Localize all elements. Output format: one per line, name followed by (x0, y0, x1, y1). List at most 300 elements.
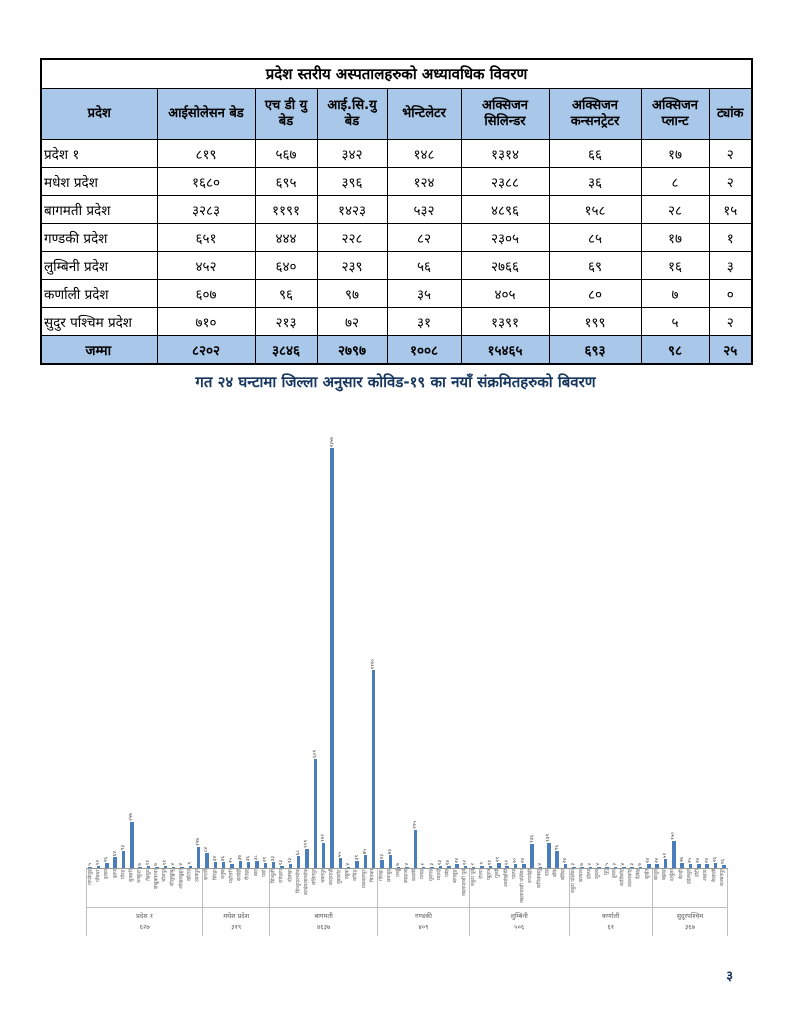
bar-group-4 (470, 428, 570, 868)
axis-group-3 (378, 869, 470, 936)
value-cell: २ (709, 308, 752, 336)
value-cell: २२८ (317, 224, 387, 252)
bar-column (686, 428, 694, 868)
district-label: सल्यान (578, 869, 585, 882)
bar (414, 830, 418, 868)
district-label: रसुवा (344, 869, 351, 879)
bar-group-6 (653, 428, 728, 868)
bar (255, 861, 259, 868)
district-label: बझाङ (661, 869, 668, 881)
value-cell: ६६ (549, 140, 641, 168)
bar (264, 863, 268, 868)
bar-value-label: २५७ (128, 813, 135, 821)
axis-group-4 (470, 869, 570, 936)
value-cell: ५६७ (255, 140, 317, 168)
district-label: संखुवासभा (153, 869, 160, 889)
district-label: मुस्ताङ (428, 869, 435, 882)
bar-value-label: ११ (486, 859, 493, 865)
bar-column (94, 428, 102, 868)
bar (372, 670, 376, 868)
bar-column (636, 428, 644, 868)
bar-value-label: २० (511, 857, 518, 863)
bar-column (561, 428, 569, 868)
district-label: ललितपुर (311, 869, 318, 885)
bar-value-label: १३९ (545, 834, 552, 842)
bar-column (119, 428, 127, 868)
bar (505, 866, 509, 868)
value-cell: ६०७ (157, 280, 255, 308)
bar-value-label: ४ (403, 863, 410, 866)
bar (230, 864, 234, 868)
bar (622, 867, 626, 868)
bar-value-label: ३६ (245, 855, 252, 861)
bar-column (178, 428, 186, 868)
bar-value-label: २७ (678, 856, 685, 862)
bar-column (253, 428, 261, 868)
district-label: अर्घाखाँची (503, 869, 510, 887)
bar-column (436, 428, 444, 868)
value-cell: ५३२ (387, 196, 461, 224)
district-label: ताप्लेजुङ (87, 869, 94, 886)
value-cell: ५६ (387, 252, 461, 280)
district-label: अछाम (702, 869, 709, 881)
bar-column (536, 428, 544, 868)
bar-column (628, 428, 636, 868)
bar-column (486, 428, 494, 868)
province-total-label: ३१९ (231, 923, 242, 931)
bar (630, 867, 634, 868)
value-cell: ४०५ (461, 280, 549, 308)
bar-group-3 (378, 428, 470, 868)
bar (664, 859, 668, 868)
value-cell: ४८९६ (461, 196, 549, 224)
bar (680, 863, 684, 868)
bar (439, 866, 443, 868)
district-label: मकवानपुर (361, 869, 368, 888)
value-cell: १६ (641, 252, 709, 280)
bar-column (353, 428, 361, 868)
value-cell: २७९७ (317, 336, 387, 365)
bar (714, 863, 718, 868)
bar (380, 860, 384, 868)
district-label: जाजरकोट (627, 869, 634, 888)
district-label: मुगु (603, 869, 610, 875)
axis-group-6 (653, 869, 728, 936)
district-labels (270, 869, 377, 907)
district-label: दार्चुला (669, 869, 676, 881)
bar-column (395, 428, 403, 868)
value-cell: २१३ (255, 308, 317, 336)
district-label: कैलाली (711, 869, 718, 883)
bar-column (528, 428, 536, 868)
value-cell: ८५ (549, 224, 641, 252)
table-row (41, 308, 752, 336)
district-label: खोटाङ (186, 869, 193, 882)
value-cell: ७१० (157, 308, 255, 336)
district-label: सर्लाही (236, 869, 243, 882)
value-cell: ८० (549, 280, 641, 308)
bar (564, 864, 568, 868)
province-total-label: ५०६ (514, 923, 525, 931)
district-label: पर्सा (261, 869, 268, 877)
district-label: झापा (112, 869, 119, 879)
value-cell: ८१९ (157, 140, 255, 168)
value-cell: ३६ (549, 168, 641, 196)
bar-column (186, 428, 194, 868)
chart-plot-area (86, 428, 728, 868)
district-labels (87, 869, 202, 907)
district-label: बाजुरा (653, 869, 660, 881)
district-labels (203, 869, 269, 907)
bar-column (711, 428, 719, 868)
bar-value-label: ३४ (211, 855, 218, 861)
bar (314, 759, 318, 868)
district-label: काठमाडौं (328, 869, 335, 886)
bar (547, 843, 551, 868)
district-label: दैलेख (636, 869, 643, 880)
district-label: बारा (253, 869, 260, 877)
bar-column (161, 428, 169, 868)
bar-column (144, 428, 152, 868)
bar-value-label: १११० (370, 658, 377, 669)
bar-value-label: २६ (103, 856, 110, 862)
bar (472, 867, 476, 868)
province-axis-label: प्रदेश १ (87, 907, 202, 922)
district-labels (570, 869, 652, 907)
value-cell: ३ (709, 252, 752, 280)
bar-value-label: ६४ (111, 850, 118, 856)
bar-column (428, 428, 436, 868)
district-label: काभ्रेपलान्चोक (303, 869, 310, 896)
bar-value-label: १४२ (320, 834, 327, 842)
bar-column (586, 428, 594, 868)
value-cell: ९८ (641, 336, 709, 365)
province-total-label: ४६३७ (316, 923, 331, 931)
bar-value-label: ९ (478, 862, 485, 865)
column-header-4: भेन्टिलेटर (387, 89, 461, 140)
value-cell: १५४६५ (461, 336, 549, 365)
province-axis-label: सुदूरपश्चिम (653, 907, 727, 922)
bar (113, 857, 117, 868)
bar-value-label: ४ (178, 863, 185, 866)
district-label: दाङ (544, 869, 551, 877)
bar-column (678, 428, 686, 868)
axis-group-0 (86, 869, 203, 936)
value-cell: १४८ (387, 140, 461, 168)
value-cell: १५८ (549, 196, 641, 224)
bar (172, 867, 176, 868)
value-cell: ६९५ (255, 168, 317, 196)
value-cell: १ (709, 224, 752, 252)
bar-column (611, 428, 619, 868)
district-label: स्याङजा (403, 869, 410, 884)
bar-value-label: ११ (161, 859, 168, 865)
bar-column (303, 428, 311, 868)
bar-value-label: ९ (186, 862, 193, 865)
province-name-cell: मधेश प्रदेश (41, 168, 157, 196)
bar-value-label: ७ (637, 863, 644, 866)
bar-column (336, 428, 344, 868)
province-axis-label: बागमती (270, 907, 377, 922)
bar-value-label: १२ (461, 859, 468, 865)
axis-group-5 (570, 869, 653, 936)
value-cell: ९६ (255, 280, 317, 308)
value-cell: १४२३ (317, 196, 387, 224)
value-cell: १००८ (387, 336, 461, 365)
bar-value-label: ७५ (361, 848, 368, 854)
district-label: रुपन्देही (528, 869, 534, 883)
district-label: हुम्ला (611, 869, 618, 878)
bar-value-label: २ (586, 863, 593, 866)
value-cell: ४४४ (255, 224, 317, 252)
value-cell: ६४० (255, 252, 317, 280)
bar (205, 853, 209, 868)
district-label: मनाङ (419, 869, 426, 880)
column-header-5: अक्सिजन सिलिन्डर (461, 89, 549, 140)
table-row (41, 280, 752, 308)
province-axis-label: कर्णाली (570, 907, 652, 922)
bar (655, 864, 659, 868)
bar-value-label: २१५ (411, 821, 418, 829)
province-total-label: ६१ (607, 923, 615, 931)
bar-value-label: १३ (436, 859, 443, 865)
district-label: सुर्खेत (644, 869, 651, 880)
bar-column (578, 428, 586, 868)
value-cell: ० (709, 280, 752, 308)
bar (455, 864, 459, 868)
bar-column (445, 428, 453, 868)
bar-value-label: १२ (503, 859, 510, 865)
province-name-cell: गण्डकी प्रदेश (41, 224, 157, 252)
bar-value-label: २४ (453, 857, 460, 863)
district-label: जुम्ला (594, 869, 601, 880)
value-cell: ८२ (387, 224, 461, 252)
page-number: ३ (726, 969, 733, 984)
bar-value-label: २९ (261, 856, 268, 862)
value-cell: ३२८३ (157, 196, 255, 224)
bar-value-label: ९३ (120, 844, 127, 850)
bar (705, 864, 709, 868)
table-header-row (41, 89, 752, 140)
bar (489, 866, 493, 868)
bar-column (236, 428, 244, 868)
district-label: गोरखा (378, 869, 385, 881)
bar-group-1 (203, 428, 270, 868)
bar-column (361, 428, 369, 868)
bar-column (128, 428, 136, 868)
bar (589, 867, 593, 868)
covid-district-bar-chart (86, 428, 728, 936)
value-cell: १६८० (157, 168, 255, 196)
value-cell: ४५२ (157, 252, 255, 280)
district-label: इलाम (104, 869, 111, 880)
bar-column (553, 428, 561, 868)
value-cell: २७६६ (461, 252, 549, 280)
bar (397, 867, 401, 868)
value-cell: १९९ (549, 308, 641, 336)
district-label: म्याग्दी (436, 869, 443, 881)
value-cell: ७२ (317, 308, 387, 336)
bar (697, 864, 701, 868)
bar (364, 855, 368, 868)
bar-column (103, 428, 111, 868)
district-label: धनकुटा (137, 869, 144, 883)
bar-value-label: १५० (670, 832, 677, 840)
bar (289, 864, 293, 868)
bar-value-label: २९ (495, 856, 502, 862)
district-label: उदयपुर (194, 869, 201, 883)
bar-column (453, 428, 461, 868)
bar (355, 861, 359, 868)
district-label: प्युठान (486, 869, 493, 881)
district-label: तेह्रथुम (145, 869, 152, 881)
district-labels (378, 869, 469, 907)
bar-value-label: ११७ (195, 838, 202, 846)
bar-value-label: ५१ (661, 852, 668, 858)
province-name-cell: लुम्बिनी प्रदेश (41, 252, 157, 280)
bar-value-label: ३६ (220, 855, 227, 861)
bar-column (203, 428, 211, 868)
bar (689, 864, 693, 868)
bar (639, 867, 643, 868)
bar (614, 867, 618, 868)
district-label: नवलपरासी पूर्व (461, 869, 468, 897)
bar-value-label: २६ (712, 856, 719, 862)
bar-value-label: २५ (687, 857, 694, 863)
district-label: पाल्पा (511, 869, 518, 880)
bar (522, 864, 526, 868)
district-label: सिन्धुपाल्चोक (295, 869, 302, 894)
value-cell: १७ (641, 140, 709, 168)
bar-value-label: १३ (278, 859, 285, 865)
bar (214, 862, 218, 868)
bar-group-2 (269, 428, 377, 868)
bar-column (111, 428, 119, 868)
bar (480, 866, 484, 868)
column-header-7: अक्सिजन प्लान्ट (641, 89, 709, 140)
table-row (41, 252, 752, 280)
district-label: सोलुखुम्बु (169, 869, 176, 886)
bar (189, 866, 193, 868)
table-row (41, 196, 752, 224)
value-cell: २५ (709, 336, 752, 365)
bar (280, 866, 284, 868)
bar (97, 866, 101, 868)
table-row (41, 224, 752, 252)
province-axis-label: गण्डकी (378, 907, 469, 922)
bar-column (520, 428, 528, 868)
bar (297, 856, 301, 868)
province-name-cell: प्रदेश १ (41, 140, 157, 168)
bar (138, 867, 142, 868)
district-label: भोजपुर (161, 869, 168, 883)
value-cell: ७ (641, 280, 709, 308)
bar (147, 866, 151, 868)
bar-column (478, 428, 486, 868)
province-total-label: ४०९ (418, 923, 429, 931)
bar-value-label: ७ (578, 863, 585, 866)
bar-column (670, 428, 678, 868)
bar-column (169, 428, 177, 868)
value-cell: २३०५ (461, 224, 549, 252)
value-cell: २ (709, 168, 752, 196)
bar-column (503, 428, 511, 868)
province-name-cell: जम्मा (41, 336, 157, 365)
bar (272, 862, 276, 868)
bar (330, 448, 334, 868)
value-cell: ११९१ (255, 196, 317, 224)
bar-column (294, 428, 302, 868)
district-label: पाँचथर (95, 869, 102, 882)
bar-value-label: ११ (145, 859, 152, 865)
value-cell: २३८८ (461, 168, 549, 196)
bar (514, 864, 518, 868)
value-cell: १५ (709, 196, 752, 224)
value-cell: १२४ (387, 168, 461, 196)
bar-value-label: ३ (570, 863, 577, 866)
value-cell: ९७ (317, 280, 387, 308)
bar (572, 867, 576, 868)
value-cell: ३८४६ (255, 336, 317, 365)
bar-column (228, 428, 236, 868)
bar-value-label: १३६ (528, 835, 535, 843)
district-label: रामेछाप (278, 869, 285, 883)
bar-value-label: ७ (136, 863, 143, 866)
district-label: दोलखा (287, 869, 294, 882)
bar (530, 844, 534, 868)
district-labels (653, 869, 727, 907)
chart-x-axis (86, 868, 728, 936)
district-label: लमजुङ (387, 869, 394, 883)
value-cell: ३५ (387, 280, 461, 308)
bar (122, 851, 126, 868)
bar-value-label: ७ (153, 863, 160, 866)
bar-column (595, 428, 603, 868)
district-label: सिन्धुली (270, 869, 277, 883)
district-label: धनुषा (220, 869, 227, 880)
bar-value-label: ४३ (378, 853, 385, 859)
district-label: पर्वत (444, 869, 451, 878)
bar-value-label: ६०९ (311, 750, 318, 758)
bar (555, 851, 559, 868)
bar-column (261, 428, 269, 868)
bar-column (370, 428, 378, 868)
district-label: कालिकोट (619, 869, 626, 887)
axis-group-1 (203, 869, 270, 936)
value-cell: ६९ (549, 252, 641, 280)
bar (672, 841, 676, 868)
bar (464, 866, 468, 868)
bar-value-label: ७३ (386, 848, 393, 854)
bar-value-label: ६८ (295, 849, 302, 855)
province-axis-label: लुम्बिनी (470, 907, 569, 922)
bar-value-label: ४ (536, 863, 543, 866)
bar-column (386, 428, 394, 868)
bar-value-label: २ (470, 863, 477, 866)
bar (347, 867, 351, 868)
bar-value-label: ८४ (203, 846, 210, 852)
bar-value-label: ९६ (553, 844, 560, 850)
bar (180, 867, 184, 868)
bar-column (378, 428, 386, 868)
district-label: बागलुङ (452, 869, 459, 883)
bar (722, 865, 726, 868)
bar-value-label: ५ (603, 863, 610, 866)
bar-value-label: ३७ (236, 854, 243, 860)
bar (130, 822, 134, 868)
bar-value-label: १४ (445, 859, 452, 865)
district-label: कञ्चनपुर (719, 869, 726, 887)
